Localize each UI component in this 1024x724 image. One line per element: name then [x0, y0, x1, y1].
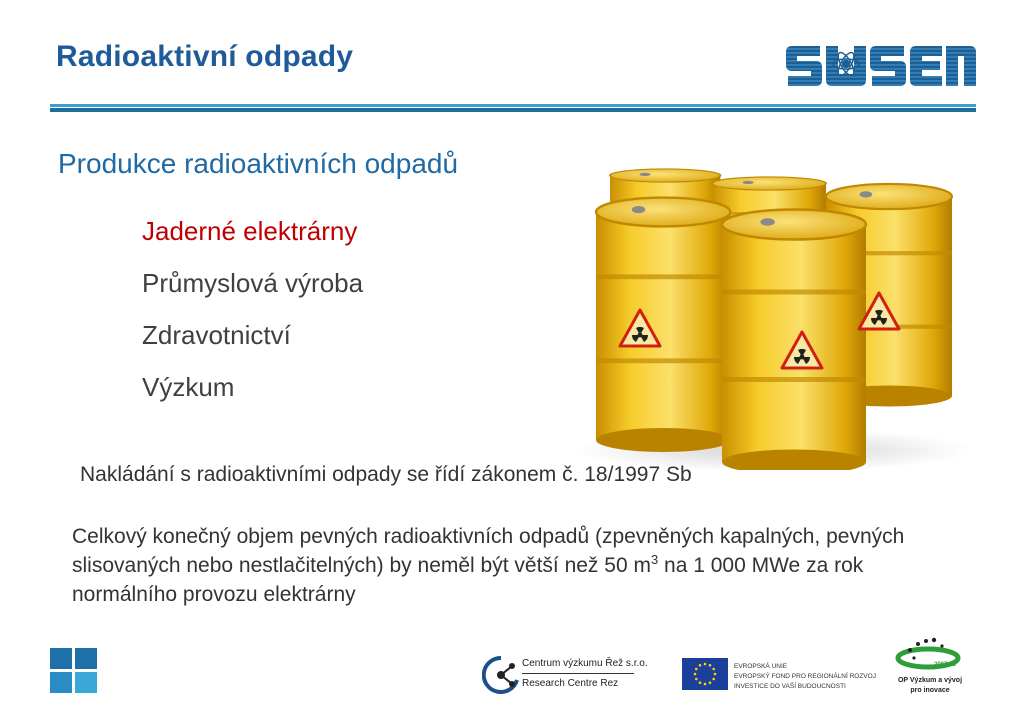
op-years: 2007-13 [934, 662, 957, 668]
eu-text [734, 662, 876, 692]
susen-logo [786, 42, 976, 90]
slide-title: Radioaktivní odpady [56, 40, 354, 73]
cvr-name-en: Research Centre Rez [522, 678, 619, 689]
list-item: Výzkum [142, 372, 235, 402]
header-divider [50, 104, 976, 112]
squares-logo [50, 648, 98, 694]
paragraph-text: Celkový konečný objem pevných radioaktivních odpadů (zpevněných kapalných, pevných slisovaných nebo nestlačitelných) by neměl být větší než 50 m [72, 525, 905, 577]
legal-note: Nakládání s radioaktivními odpady se řídí zákonem č. 18/1997 Sb [80, 463, 692, 486]
op-text-line: pro inovace [910, 687, 950, 694]
cvr-logo-icon [482, 654, 520, 696]
paragraph-superscript: 3 [650, 552, 659, 567]
op-vvpi-logo [890, 636, 970, 700]
cvr-name: Centrum výzkumu Řež s.r.o. [522, 658, 648, 669]
cvr-divider [522, 673, 634, 674]
bullet-list [142, 214, 363, 422]
op-text-line: OP Výzkum a vývoj [897, 677, 963, 684]
op-text [890, 676, 970, 696]
section-subtitle: Produkce radioaktivních odpadů [58, 148, 459, 179]
eu-text-line: INVESTICE DO VAŠÍ BUDOUCNOSTI [734, 683, 846, 690]
paragraph-text-end: na 1 000 MWe za rok normálního provozu elektrárny [72, 554, 864, 606]
volume-paragraph [72, 522, 962, 609]
radiation-barrels-image [574, 150, 984, 470]
list-item: Zdravotnictví [142, 320, 291, 350]
op-vvpi-logo-icon [890, 636, 970, 676]
eu-flag-icon [682, 658, 728, 690]
list-item: Jaderné elektrárny [142, 216, 358, 246]
eu-text-line: EVROPSKÝ FOND PRO REGIONÁLNÍ ROZVOJ [734, 673, 876, 680]
list-item: Průmyslová výroba [142, 268, 364, 298]
eu-text-line: EVROPSKÁ UNIE [734, 663, 788, 670]
cvr-logo [482, 654, 648, 696]
